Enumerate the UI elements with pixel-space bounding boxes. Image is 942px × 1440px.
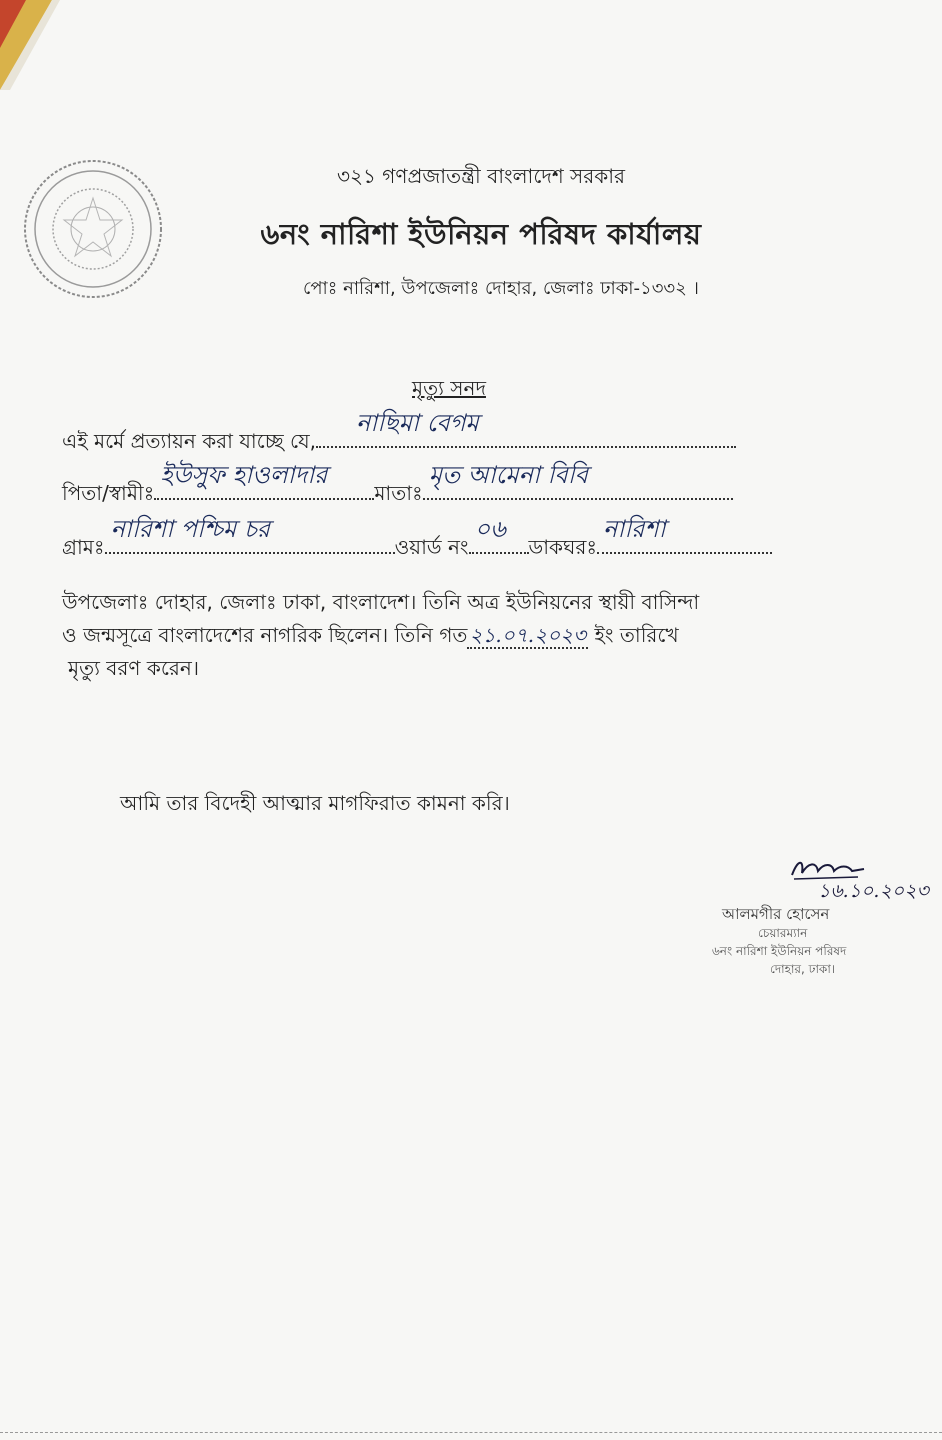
village-value: নারিশা পশ্চিম চর: [110, 515, 271, 543]
signatory-name: আলমগীর হোসেন: [722, 905, 830, 923]
signature-date: ১৬.১০.২০২৩: [818, 880, 929, 902]
name-field: [316, 409, 736, 448]
signatory-office: ৬নং নারিশা ইউনিয়ন পরিষদ: [712, 944, 847, 958]
ward-label: ওয়ার্ড নং: [394, 535, 469, 559]
body-line-3: মৃত্যু বরণ করেন।: [68, 656, 199, 680]
closing-prayer: আমি তার বিদেহী আত্মার মাগফিরাত কামনা করি।: [120, 791, 510, 815]
father-husband-label: পিতা/স্বামীঃ: [62, 481, 155, 505]
body-line-2a: ও জন্মসূত্রে বাংলাদেশের নাগরিক ছিলেন। তিনি গত: [62, 623, 468, 647]
ward-value: ০৬: [474, 515, 506, 543]
certify-line: [62, 409, 736, 460]
signatory-place: দোহার, ঢাকা।: [770, 962, 836, 976]
death-date: ২১.০৭.২০২৩: [469, 623, 587, 647]
page-bottom-edge: [0, 1432, 942, 1440]
certify-label: এই মর্মে প্রত্যায়ন করা যাচ্ছে যে,: [62, 429, 316, 453]
village-label: গ্রামঃ: [62, 535, 105, 559]
body-line-1: উপজেলাঃ দোহার, জেলাঃ ঢাকা, বাংলাদেশ। তিনি অত্র ইউনিয়নের স্থায়ী বাসিন্দা: [62, 590, 700, 614]
name-value: নাছিমা বেগম: [355, 409, 479, 437]
post-value: নারিশা: [603, 515, 666, 543]
body-line-2: [62, 621, 852, 654]
mother-label: মাতাঃ: [374, 481, 423, 505]
address-line: [62, 515, 772, 566]
government-heading: ৩২১ গণপ্রজাতন্ত্রী বাংলাদেশ সরকার: [336, 164, 626, 188]
office-address: পোঃ নারিশা, উপজেলাঃ দোহার, জেলাঃ ঢাকা-১৩৩২ ।: [303, 278, 699, 299]
signature-block: [700, 855, 942, 980]
body-line-2b: ইং তারিখে: [588, 623, 679, 647]
mother-value: মৃত আমেনা বিবি: [428, 461, 588, 489]
village-field: [105, 515, 395, 554]
mother-field: [423, 461, 733, 500]
parents-line: [62, 461, 733, 512]
post-label: ডাকঘরঃ: [528, 535, 598, 559]
post-field: [597, 515, 772, 554]
corner-decoration: [0, 0, 110, 95]
office-heading: ৬নং নারিশা ইউনিয়ন পরিষদ কার্যালয়: [260, 217, 702, 251]
certificate-body: [62, 588, 852, 687]
signatory-title: চেয়ারম্যান: [758, 926, 808, 940]
father-husband-value: ইউসুফ হাওলাদার: [160, 461, 328, 489]
father-husband-field: [154, 461, 374, 500]
certificate-title: মৃত্যু সনদ: [412, 376, 486, 400]
ward-field: [469, 515, 529, 554]
